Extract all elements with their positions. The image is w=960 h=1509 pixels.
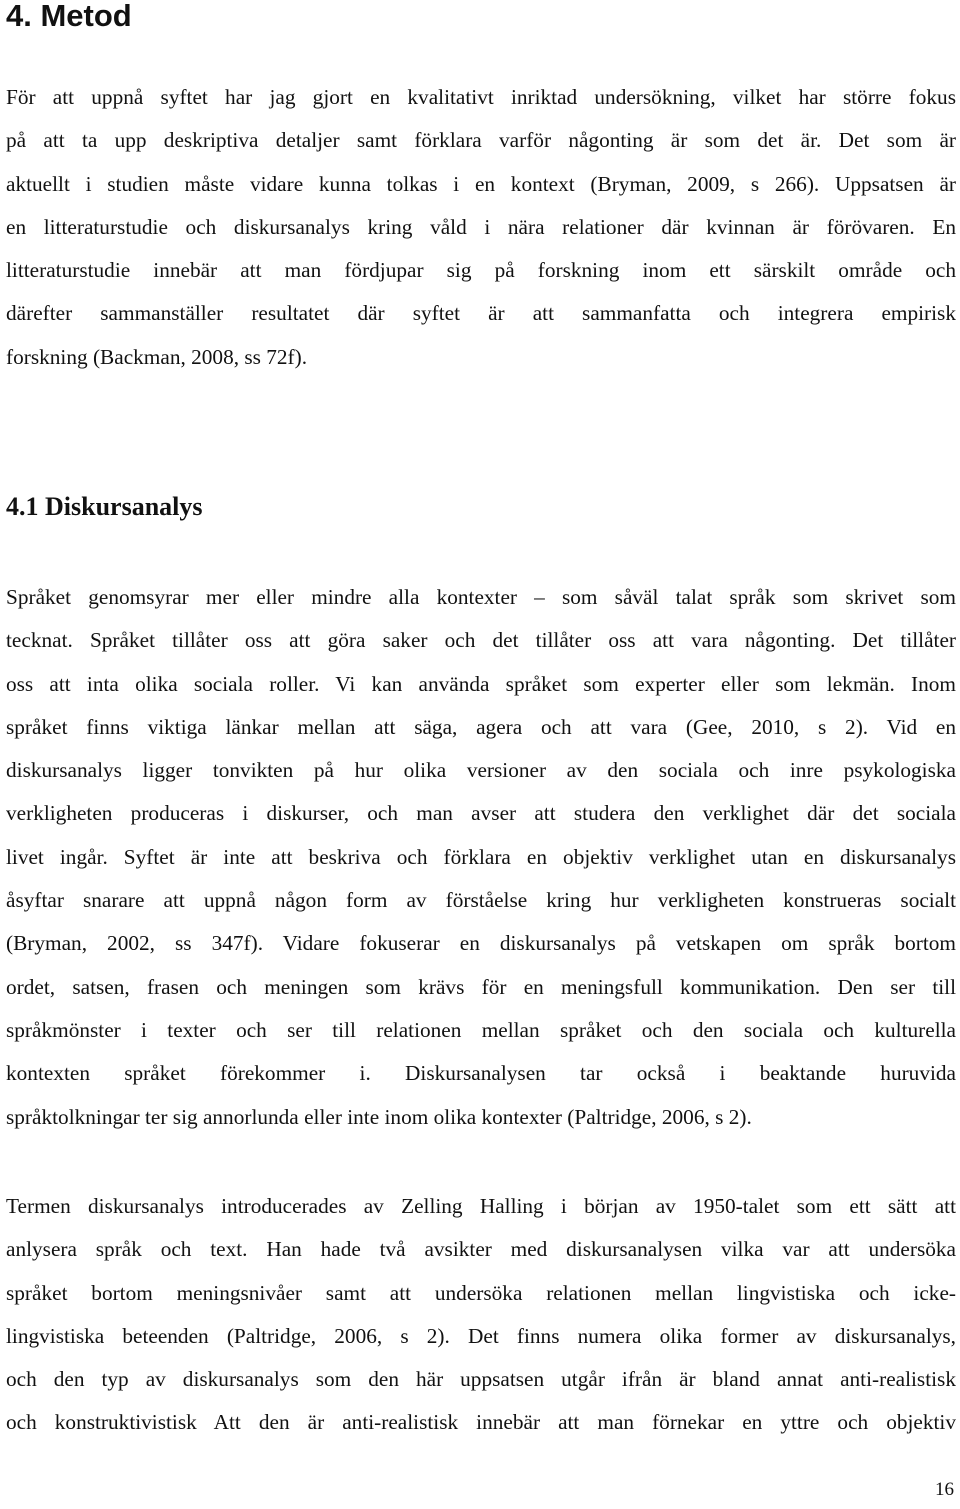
text-line: därefter sammanställer resultatet där syftet är att sammanfatta och integrera empirisk [6, 301, 956, 326]
text-line: För att uppnå syftet har jag gjort en kvalitativt inriktad undersökning, vilket har större fokus [6, 85, 956, 109]
text-line: litteraturstudie innebär att man fördjupar sig på forskning inom ett särskilt område och [6, 258, 956, 283]
text-line: på att ta upp deskriptiva detaljer samt förklara varför någonting är som det är. Det som är [6, 128, 956, 153]
text-line: Termen diskursanalys introducerades av Zelling Halling i början av 1950-talet som ett sätt att [6, 1194, 956, 1218]
text-line: språket finns viktiga länkar mellan att säga, agera och att vara (Gee, 2010, s 2). Vid en [6, 714, 956, 739]
text-line: och den typ av diskursanalys som den här uppsatsen utgår ifrån är bland annat anti-realistisk [6, 1367, 956, 1392]
text-line: lingvistiska beteenden (Paltridge, 2006, s 2). Det finns numera olika former av diskursanalys, [6, 1323, 956, 1348]
text-line: oss att inta olika sociala roller. Vi kan använda språket som experter eller som lekmän. Inom [6, 671, 956, 696]
text-line: språkmönster i texter och ser till relationen mellan språket och den sociala och kulturella [6, 1017, 956, 1042]
text-line: verkligheten produceras i diskurser, och man avser att studera den verklighet där det sociala [6, 801, 956, 826]
text-line: livet ingår. Syftet är inte att beskriva och förklara en objektiv verklighet utan en diskursanalys [6, 844, 956, 869]
text-line: åsyftar snarare att uppnå någon form av förståelse kring hur verkligheten konstrueras socialt [6, 888, 956, 913]
text-line: forskning (Backman, 2008, ss 72f). [6, 344, 308, 369]
text-line: ordet, satsen, frasen och meningen som krävs för en meningsfull kommunikation. Den ser till [6, 974, 956, 999]
discourse-paragraph-2 [6, 1185, 956, 1445]
subsection-heading: 4.1 Diskursanalys [6, 492, 203, 521]
text-line: aktuellt i studien måste vidare kunna tolkas i en kontext (Bryman, 2009, s 266). Uppsatsen är [6, 171, 956, 196]
text-line: Språket genomsyrar mer eller mindre alla kontexter – som såväl talat språk som skrivet som [6, 585, 956, 609]
text-line: en litteraturstudie och diskursanalys kring våld i nära relationer där kvinnan är förövaren. En [6, 214, 956, 239]
method-paragraph [6, 76, 956, 379]
text-line: tecknat. Språket tillåter oss att göra saker och det tillåter oss att vara någonting. Det tillåter [6, 628, 956, 653]
discourse-paragraph-1 [6, 576, 956, 1139]
text-line: språktolkningar ter sig annorlunda eller inte inom olika kontexter (Paltridge, 2006, s 2). [6, 1104, 752, 1129]
text-line: och konstruktivistisk Att den är anti-realistisk innebär att man förnekar en yttre och objektiv [6, 1410, 956, 1435]
text-line: kontexten språket förekommer i. Diskursanalysen tar också i beaktande huruvida [6, 1061, 956, 1086]
text-line: anlysera språk och text. Han hade två avsikter med diskursanalysen vilka var att undersöka [6, 1237, 956, 1262]
section-heading: 4. Metod [6, 0, 132, 33]
text-line: diskursanalys ligger tonvikten på hur olika versioner av den sociala och inre psykologiska [6, 758, 956, 783]
text-line: (Bryman, 2002, ss 347f). Vidare fokuserar en diskursanalys på vetskapen om språk bortom [6, 931, 956, 956]
text-line: språket bortom meningsnivåer samt att undersöka relationen mellan lingvistiska och icke- [6, 1280, 956, 1305]
page-number: 16 [935, 1479, 954, 1500]
